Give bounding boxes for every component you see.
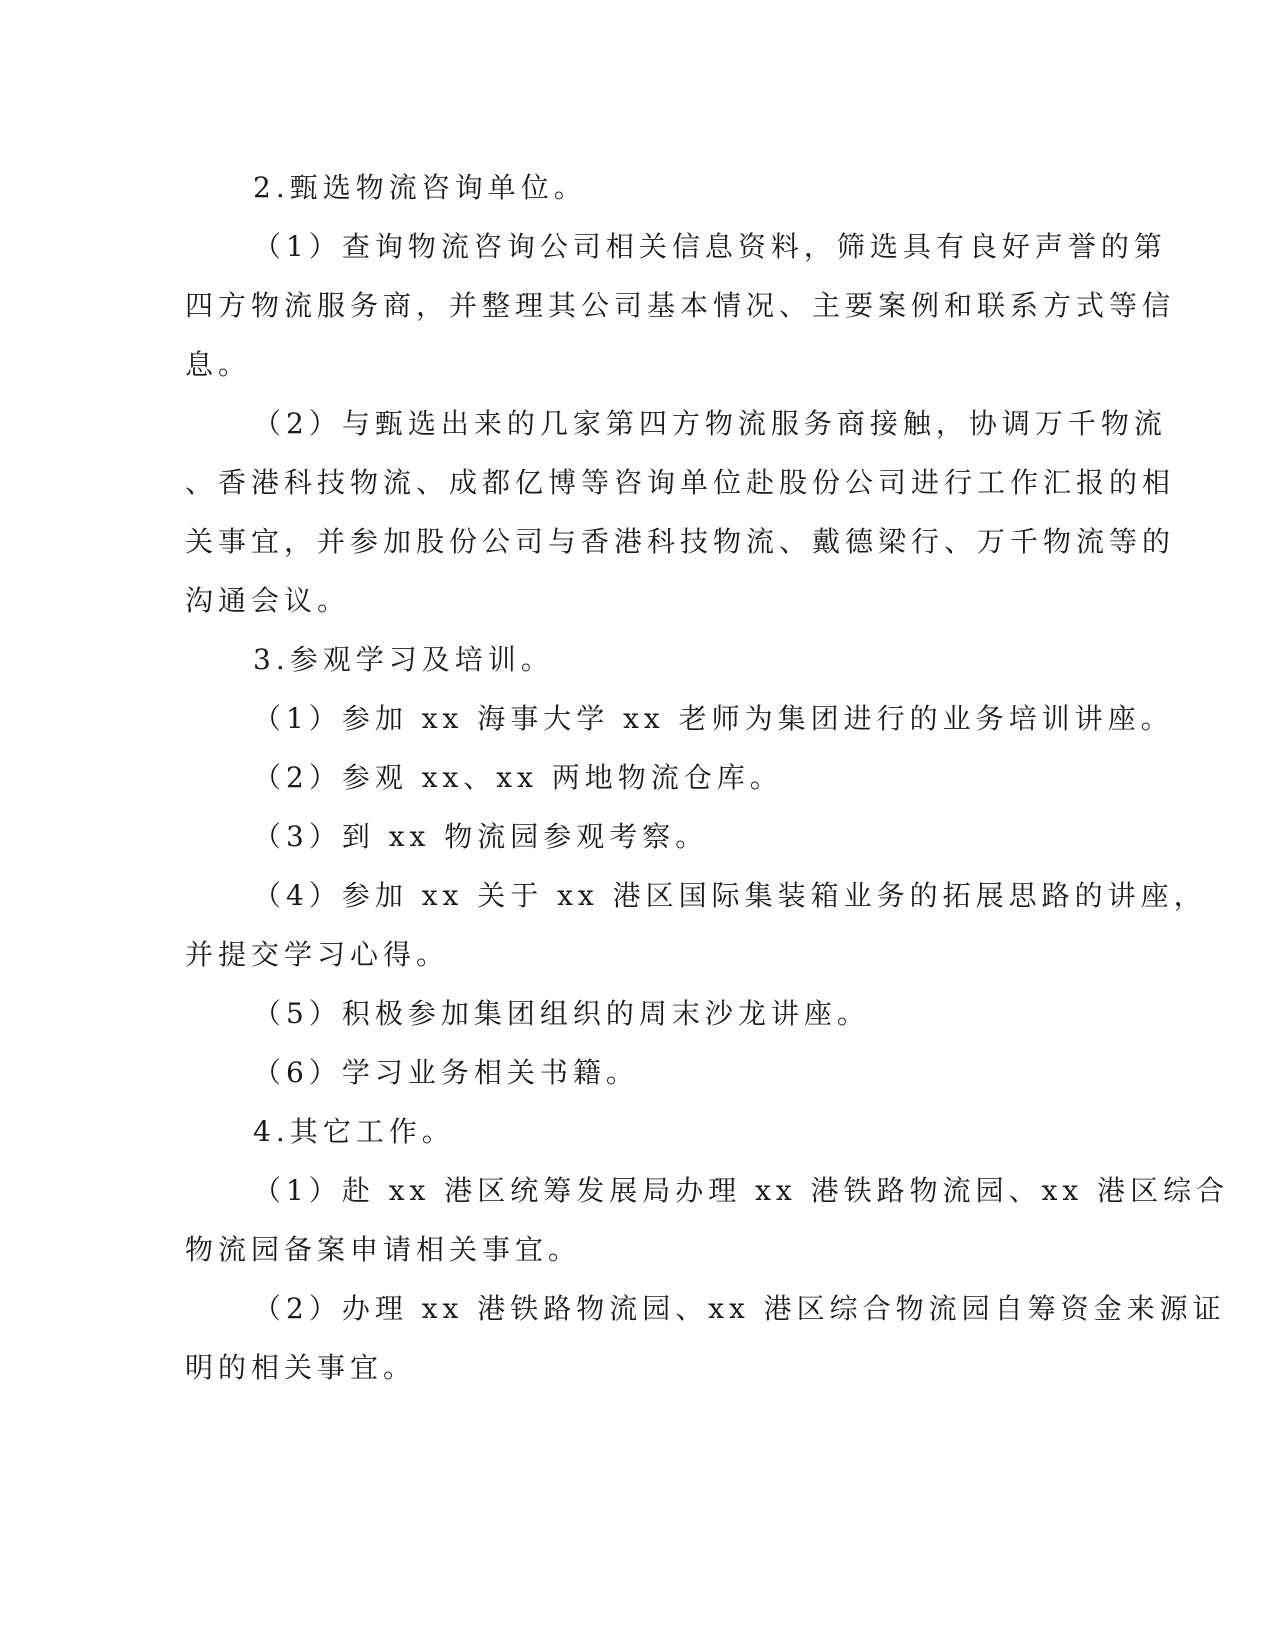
section-heading-text: 3.参观学习及培训。 [253, 643, 554, 676]
paragraph-3-2 [185, 748, 1045, 807]
paragraph-line: （4）参加 xx 关于 xx 港区国际集装箱业务的拓展思路的讲座， [253, 879, 1207, 912]
paragraph-line: 物流园备案申请相关事宜。 [185, 1233, 582, 1266]
paragraph-line: 、香港科技物流、成都亿博等咨询单位赴股份公司进行工作汇报的相 [185, 466, 1176, 499]
document-body [185, 158, 1230, 1397]
paragraph-2-2 [185, 394, 1176, 630]
paragraph-line: （5）积极参加集团组织的周末沙龙讲座。 [253, 997, 870, 1030]
section-heading-text: 4.其它工作。 [253, 1115, 455, 1148]
paragraph-line: （6）学习业务相关书籍。 [253, 1056, 639, 1089]
paragraph-3-6 [185, 1043, 1045, 1102]
section-heading-text: 2.甄选物流咨询单位。 [253, 171, 587, 204]
paragraph-line: （2）参观 xx、xx 两地物流仓库。 [253, 761, 783, 794]
paragraph-line: （1）赴 xx 港区统筹发展局办理 xx 港铁路物流园、xx 港区综合 [253, 1174, 1230, 1207]
section-heading-4 [185, 1102, 1045, 1161]
paragraph-line: 关事宜，并参加股份公司与香港科技物流、戴德梁行、万千物流等的 [185, 525, 1176, 558]
paragraph-line: （3）到 xx 物流园参观考察。 [253, 820, 709, 853]
paragraph-line: （2）办理 xx 港铁路物流园、xx 港区综合物流园自筹资金来源证 [253, 1292, 1226, 1325]
paragraph-4-1 [185, 1161, 1230, 1279]
paragraph-line: 四方物流服务商，并整理其公司基本情况、主要案例和联系方式等信 [185, 289, 1176, 322]
paragraph-3-3 [185, 807, 1045, 866]
paragraph-line: 并提交学习心得。 [185, 938, 450, 971]
paragraph-2-1 [185, 217, 1176, 394]
paragraph-line: 沟通会议。 [185, 584, 351, 617]
paragraph-3-1 [185, 689, 1174, 748]
section-heading-3 [185, 630, 1045, 689]
paragraph-line: 明的相关事宜。 [185, 1351, 417, 1384]
paragraph-line: 息。 [185, 348, 252, 381]
section-heading-2 [185, 158, 1045, 217]
paragraph-line: （1）查询物流咨询公司相关信息资料，筛选具有良好声誉的第 [253, 230, 1167, 263]
paragraph-3-4 [185, 866, 1207, 984]
paragraph-line: （1）参加 xx 海事大学 xx 老师为集团进行的业务培训讲座。 [253, 702, 1174, 735]
paragraph-3-5 [185, 984, 1045, 1043]
paragraph-line: （2）与甄选出来的几家第四方物流服务商接触，协调万千物流 [253, 407, 1167, 440]
paragraph-4-2 [185, 1279, 1226, 1397]
